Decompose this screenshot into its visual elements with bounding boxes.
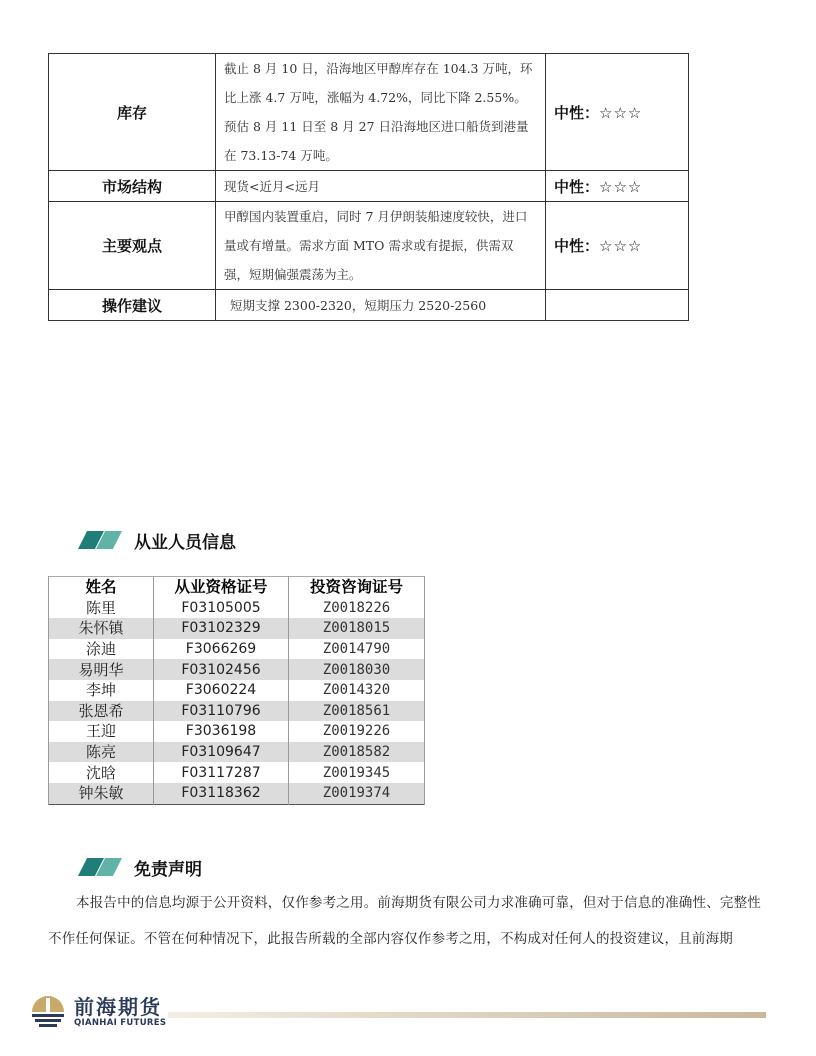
footer-divider — [168, 1012, 766, 1018]
logo-emblem-icon — [28, 992, 68, 1032]
header-advisor: 投资咨询证号 — [289, 577, 425, 598]
staff-name: 涂迪 — [49, 639, 154, 660]
star-icon: ☆☆☆ — [599, 177, 643, 196]
analysis-table — [48, 53, 689, 321]
staff-advisor-number: Z0019226 — [289, 721, 425, 742]
staff-cert-number: F3036198 — [154, 721, 289, 742]
table-row — [49, 742, 425, 763]
row-rating — [546, 290, 689, 321]
row-text: 现货<近月<远月 — [216, 171, 546, 202]
table-row — [49, 680, 425, 701]
header-name: 姓名 — [49, 577, 154, 598]
staff-advisor-number: Z0018582 — [289, 742, 425, 763]
row-label: 操作建议 — [49, 290, 216, 321]
staff-cert-number: F03110796 — [154, 701, 289, 722]
staff-name: 易明华 — [49, 659, 154, 680]
row-rating — [546, 202, 689, 290]
row-text: 甲醇国内装置重启，同时 7 月伊朗装船速度较快，进口量或有增量。需求方面 MTO 需求或有提振，供需双强，短期偏强震荡为主。 — [216, 202, 546, 290]
staff-cert-number: F3060224 — [154, 680, 289, 701]
row-label: 市场结构 — [49, 171, 216, 202]
table-row — [49, 639, 425, 660]
staff-name: 陈亮 — [49, 742, 154, 763]
analysis-row-structure — [49, 171, 689, 202]
brand-name-cn: 前海期货 — [74, 995, 162, 1019]
analysis-row-advice — [49, 290, 689, 321]
section-title-text: 免责声明 — [134, 859, 202, 880]
section-bars-icon — [78, 858, 124, 876]
staff-advisor-number: Z0018226 — [289, 598, 425, 619]
disclaimer-text: 本报告中的信息均源于公开资料，仅作参考之用。前海期货有限公司力求准确可靠，但对于信息的准确性、完整性不作任何保证。不管在何种情况下，此报告所载的全部内容仅作参考之用，不构成对任何人的投资建议，且前海期 — [48, 895, 761, 947]
staff-advisor-number: Z0019345 — [289, 762, 425, 783]
table-row — [49, 598, 425, 619]
row-label: 库存 — [49, 54, 216, 171]
section-bars-icon — [78, 531, 124, 549]
staff-cert-number: F03117287 — [154, 762, 289, 783]
disclaimer-section-title — [78, 856, 202, 878]
staff-cert-number: F03102456 — [154, 659, 289, 680]
staff-advisor-number: Z0018015 — [289, 618, 425, 639]
row-label: 主要观点 — [49, 202, 216, 290]
staff-advisor-number: Z0019374 — [289, 783, 425, 804]
analysis-row-view — [49, 202, 689, 290]
staff-name: 陈里 — [49, 598, 154, 619]
section-title-text: 从业人员信息 — [134, 532, 236, 553]
table-row — [49, 721, 425, 742]
staff-advisor-number: Z0014790 — [289, 639, 425, 660]
staff-table-body — [49, 598, 425, 804]
staff-cert-number: F03102329 — [154, 618, 289, 639]
staff-advisor-number: Z0018561 — [289, 701, 425, 722]
table-row — [49, 618, 425, 639]
star-icon: ☆☆☆ — [599, 103, 643, 122]
staff-name: 钟朱敏 — [49, 783, 154, 804]
staff-name: 朱怀镇 — [49, 618, 154, 639]
row-text: 截止 8 月 10 日，沿海地区甲醇库存在 104.3 万吨，环比上涨 4.7 万吨，涨幅为 4.72%，同比下降 2.55%。预估 8 月 11 日至 8 月 27 日沿海地区进口船货到港量在 73.13-74 万吨。 — [216, 54, 546, 171]
brand-name-en: QIANHAI FUTURES — [74, 1018, 167, 1028]
staff-cert-number: F03109647 — [154, 742, 289, 763]
rating-label: 中性： — [554, 237, 600, 255]
row-rating — [546, 171, 689, 202]
staff-name: 王迎 — [49, 721, 154, 742]
staff-cert-number: F03105005 — [154, 598, 289, 619]
staff-name: 沈晗 — [49, 762, 154, 783]
staff-name: 张恩希 — [49, 701, 154, 722]
staff-section-title — [78, 529, 236, 551]
row-text: 短期支撑 2300-2320，短期压力 2520-2560 — [216, 290, 546, 321]
staff-header-row — [49, 577, 425, 598]
staff-advisor-number: Z0014320 — [289, 680, 425, 701]
table-row — [49, 701, 425, 722]
staff-name: 李坤 — [49, 680, 154, 701]
star-icon: ☆☆☆ — [599, 237, 643, 255]
row-rating — [546, 54, 689, 171]
analysis-row-inventory — [49, 54, 689, 171]
company-logo — [28, 990, 168, 1034]
staff-table — [48, 576, 425, 805]
header-cert: 从业资格证号 — [154, 577, 289, 598]
staff-advisor-number: Z0018030 — [289, 659, 425, 680]
rating-label: 中性： — [554, 177, 600, 196]
logo-text — [74, 996, 166, 1028]
table-row — [49, 762, 425, 783]
table-row — [49, 659, 425, 680]
staff-cert-number: F03118362 — [154, 783, 289, 804]
staff-cert-number: F3066269 — [154, 639, 289, 660]
table-row — [49, 783, 425, 804]
rating-label: 中性： — [554, 103, 600, 122]
